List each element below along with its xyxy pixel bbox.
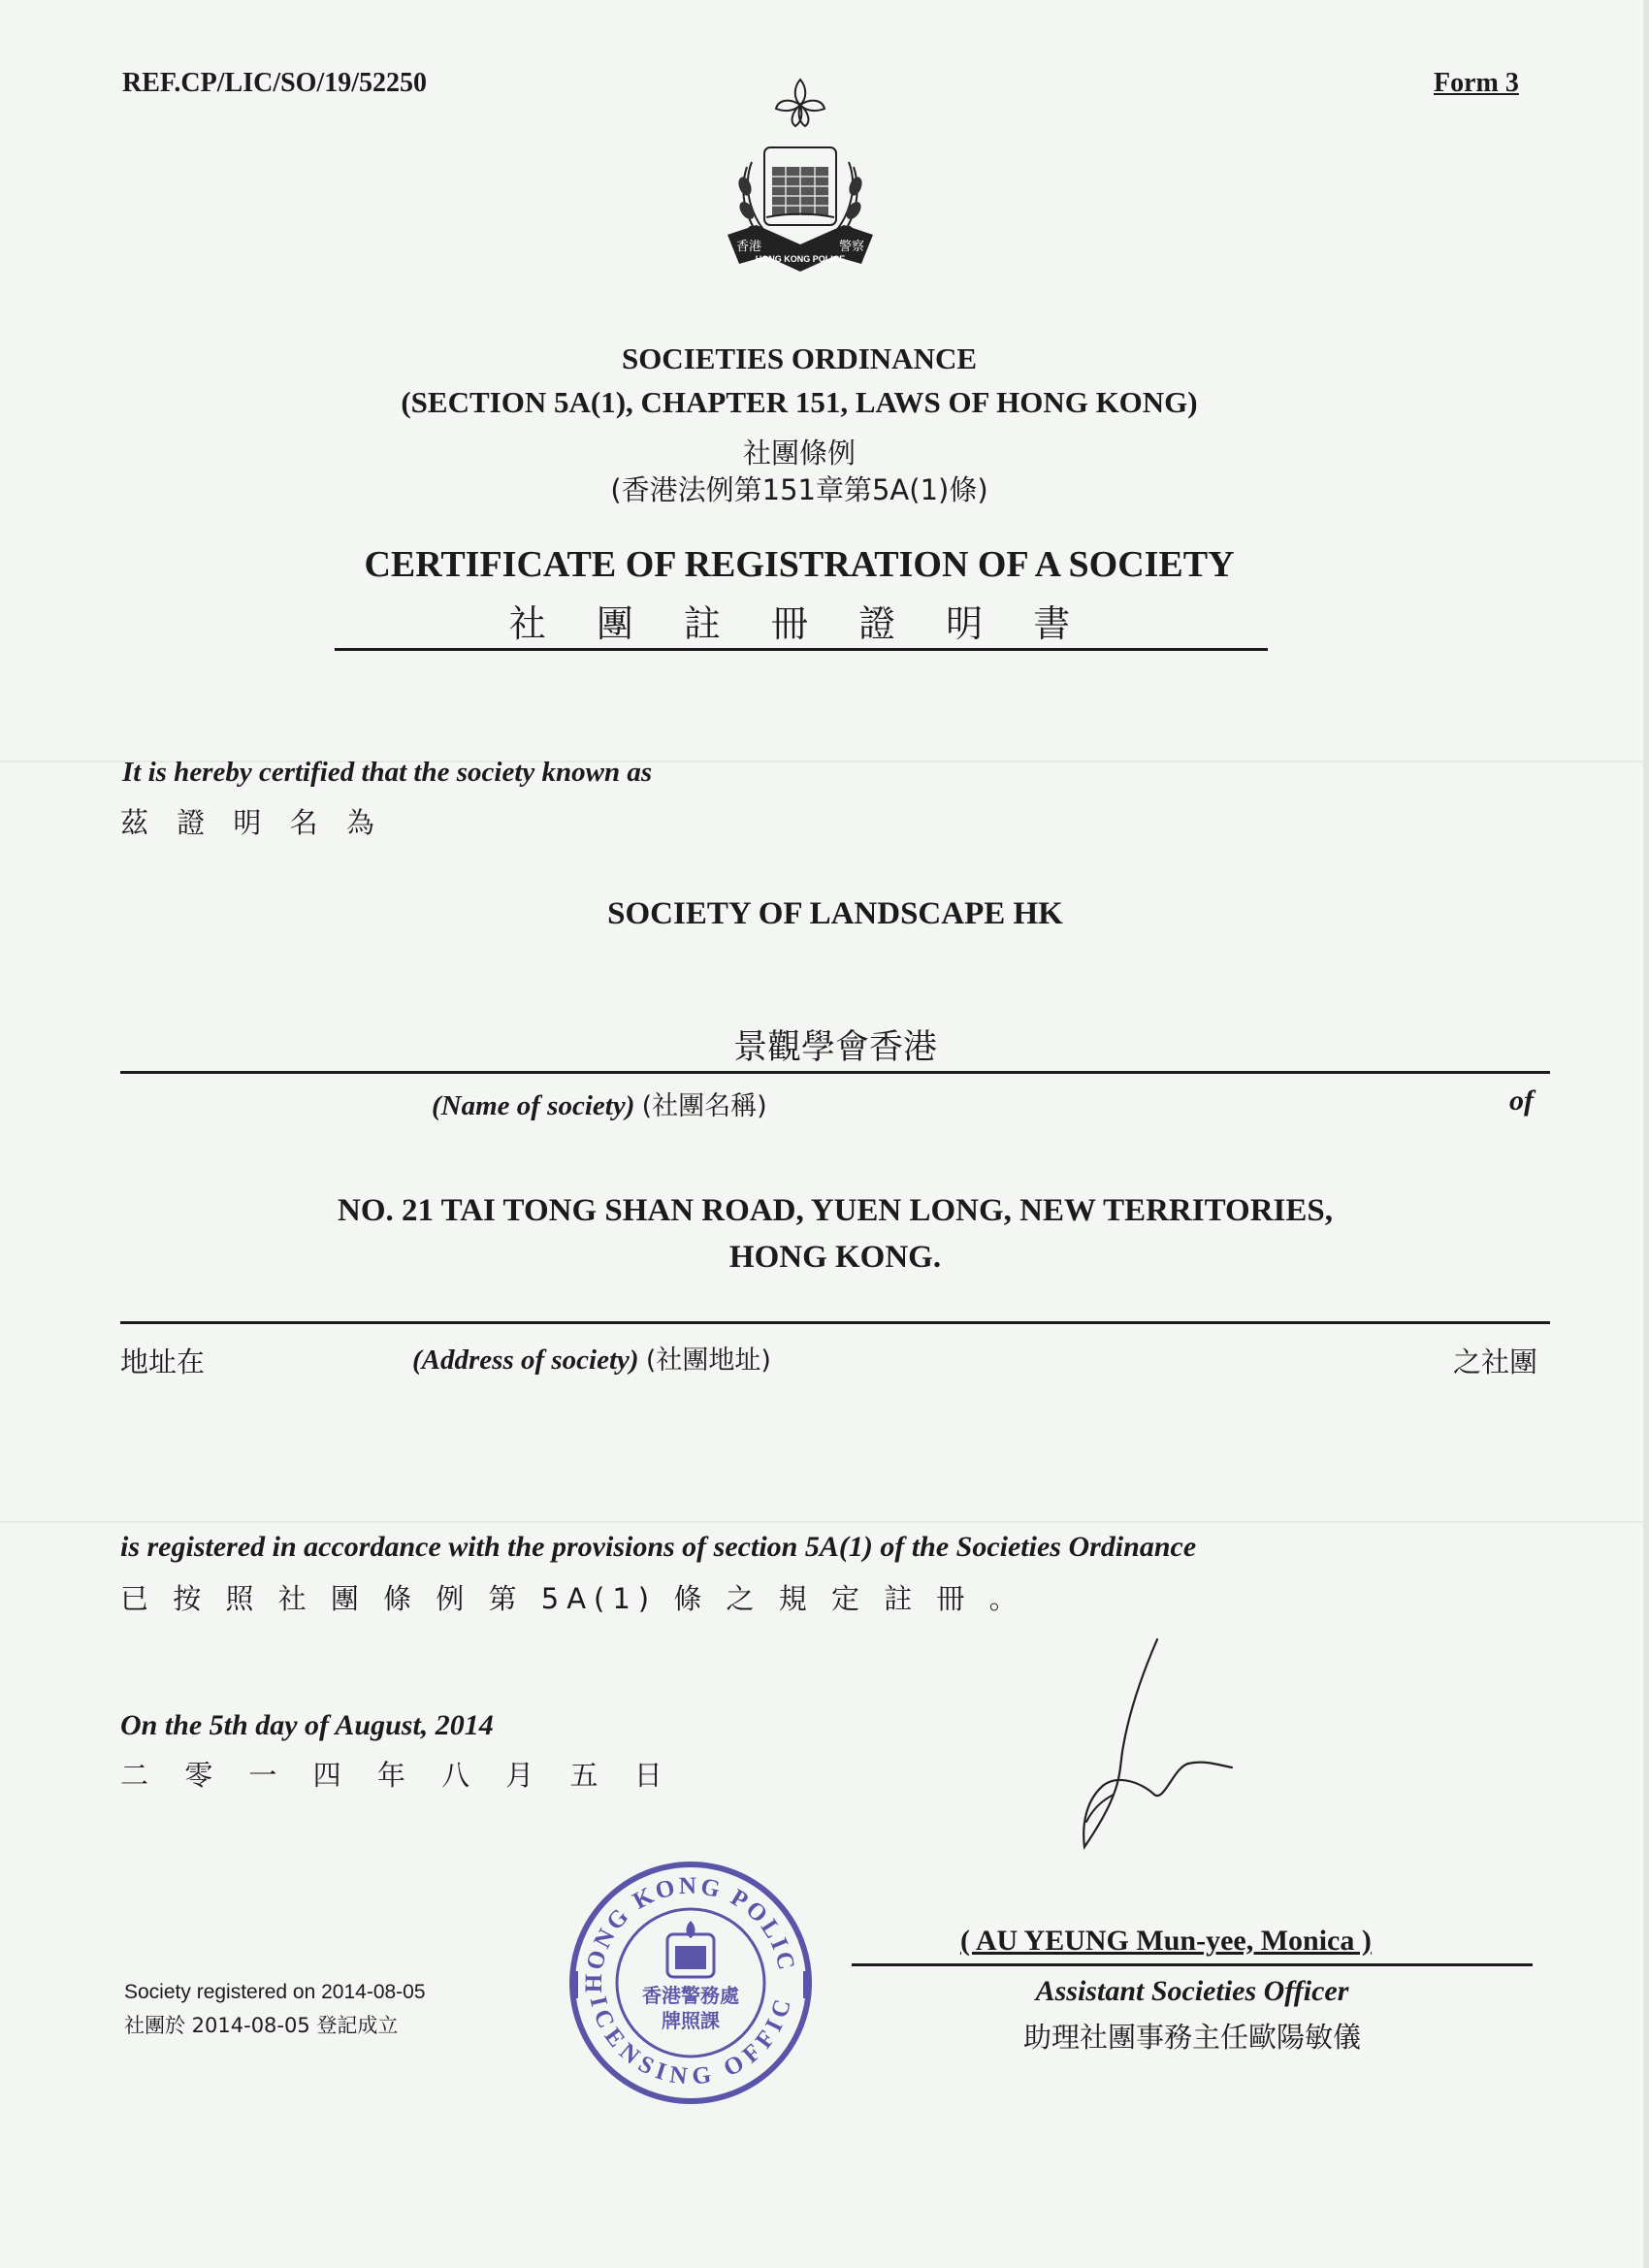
of-label: of [1509, 1085, 1534, 1117]
ordinance-title-zh: 社團條例 [742, 437, 856, 470]
registered-on-note-zh: 社團於 2014-08-05 登記成立 [124, 2014, 399, 2037]
paper-fold-line [0, 1521, 1649, 1523]
title-underline [335, 648, 1268, 651]
society-name-caption-zh: (社團名稱) [641, 1091, 767, 1121]
police-crest-emblem [708, 70, 892, 293]
ordinance-title: SOCIETIES ORDINANCE [621, 341, 978, 375]
officer-name: ( AU YEUNG Mun-yee, Monica ) [960, 1925, 1372, 1957]
society-name: SOCIETY OF LANDSCAPE HK [607, 896, 1063, 931]
officer-signature-line [852, 1963, 1533, 1966]
certify-statement: It is hereby certified that the society known as [122, 757, 653, 788]
ordinance-section-zh: (香港法例第151章第5A(1)條) [610, 473, 988, 506]
stamp-bottom-text: ICENSING OFFIC [584, 1993, 797, 2090]
crest-ribbon-zh-right: 警察 [838, 240, 865, 254]
officer-title-zh: 助理社團事務主任歐陽敏儀 [1022, 2021, 1361, 2054]
stamp-center-zh-2: 牌照課 [662, 2009, 720, 2032]
crest-ribbon-text: HONG KONG POLICE [755, 254, 846, 264]
crest-ribbon-zh-left: 香港 [735, 240, 762, 254]
address-caption-en: (Address of society) [412, 1345, 639, 1376]
certificate-title: CERTIFICATE OF REGISTRATION OF A SOCIETY [364, 544, 1235, 585]
registered-statement-zh: 已 按 照 社 團 條 例 第 5A(1) 條 之 規 定 註 冊 。 [120, 1582, 1025, 1615]
society-name-caption [432, 1085, 767, 1122]
society-address-line2: HONG KONG. [728, 1240, 942, 1275]
address-caption [412, 1339, 771, 1377]
paper-edge-shadow [1643, 0, 1649, 2268]
society-address-line1: NO. 21 TAI TONG SHAN ROAD, YUEN LONG, NEW TERRITORIES, [338, 1193, 1333, 1228]
officer-title: Assistant Societies Officer [1035, 1975, 1349, 2007]
licensing-office-stamp [565, 1857, 817, 2109]
registration-date-zh: 二 零 一 四 年 八 月 五 日 [120, 1759, 676, 1792]
society-name-zh: 景觀學會香港 [732, 1028, 937, 1067]
address-caption-zh: (社團地址) [645, 1345, 771, 1376]
stamp-top-text: HONG KONG POLIC [580, 1872, 800, 1993]
reference-number: REF.CP/LIC/SO/19/52250 [122, 68, 428, 98]
registered-on-note: Society registered on 2014-08-05 [124, 1981, 426, 2003]
address-prefix-zh: 地址在 [120, 1345, 206, 1378]
officer-signature [1028, 1630, 1242, 1853]
certificate-title-zh: 社 團 註 冊 證 明 書 [508, 602, 1090, 645]
registration-date: On the 5th day of August, 2014 [120, 1709, 494, 1741]
form-number: Form 3 [1434, 68, 1519, 98]
stamp-center-zh-1: 香港警務處 [642, 1984, 739, 2007]
address-line [120, 1321, 1550, 1324]
address-suffix-zh: 之社團 [1453, 1345, 1538, 1378]
society-name-line [120, 1071, 1550, 1074]
registered-statement: is registered in accordance with the provisions of section 5A(1) of the Societies Ordinance [120, 1531, 1197, 1563]
ordinance-section: (SECTION 5A(1), CHAPTER 151, LAWS OF HONG KONG) [401, 385, 1198, 419]
certify-statement-zh: 茲 證 明 名 為 [120, 806, 384, 839]
society-name-caption-en: (Name of society) [432, 1090, 635, 1121]
